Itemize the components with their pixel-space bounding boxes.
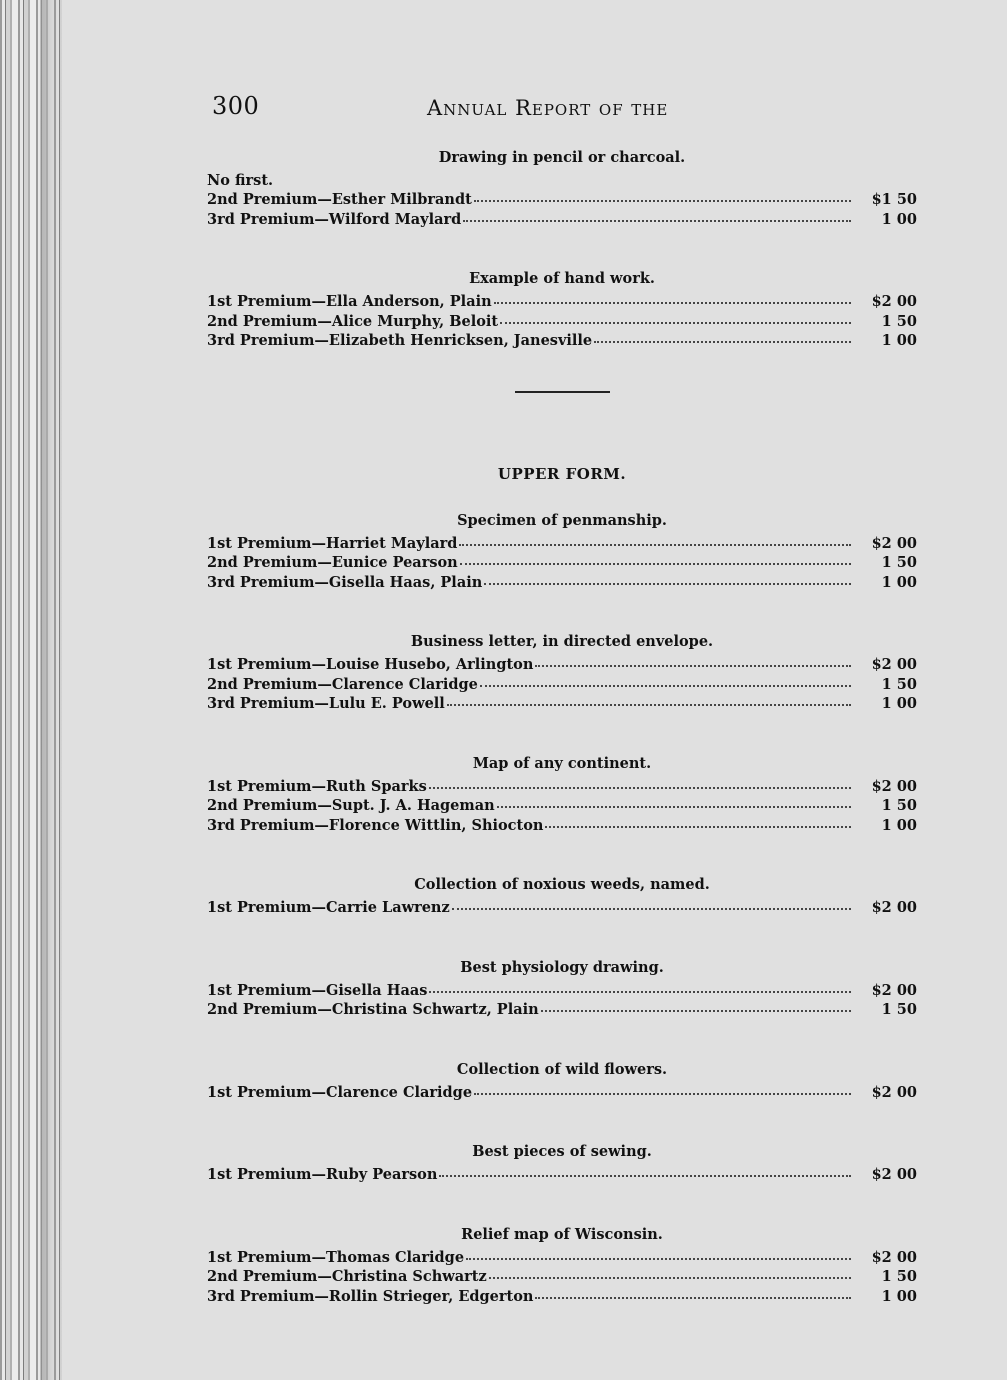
dot-leader <box>545 814 851 828</box>
premium-entry <box>207 1165 917 1185</box>
premium-amount: 1 00 <box>881 695 917 712</box>
premium-winner: 1st Premium—Ruby Pearson <box>207 1166 438 1183</box>
dot-leader <box>463 208 851 222</box>
premium-entry <box>207 331 917 351</box>
premium-section <box>207 1142 917 1185</box>
dot-leader <box>497 794 851 808</box>
premium-amount: $2 00 <box>871 1083 917 1101</box>
premium-winner: 2nd Premium—Christina Schwartz <box>207 1268 487 1285</box>
premium-winner: 3rd Premium—Elizabeth Henricksen, Janesville <box>207 332 593 349</box>
premium-section <box>207 875 917 918</box>
premium-amount: $2 00 <box>871 981 917 999</box>
premium-winner: 3rd Premium—Lulu E. Powell <box>207 695 445 712</box>
premium-amount: $2 00 <box>871 777 917 795</box>
dot-leader <box>460 551 851 565</box>
dot-leader <box>452 896 851 910</box>
section-title: Collection of noxious weeds, named. <box>414 876 710 893</box>
dot-leader <box>459 532 851 546</box>
premium-amount: $2 00 <box>871 534 917 552</box>
premium-winner: 3rd Premium—Gisella Haas, Plain <box>207 573 483 591</box>
premium-entry <box>207 694 917 714</box>
premium-amount: 1 00 <box>881 816 917 834</box>
premium-amount: 1 00 <box>881 1287 917 1305</box>
premium-winner: 1st Premium—Harriet Maylard <box>207 534 458 552</box>
book-binding-edge <box>0 0 62 1380</box>
section-title: Best physiology drawing. <box>460 958 664 976</box>
premium-entry <box>207 816 917 836</box>
running-head: Annual Report of the <box>427 96 669 120</box>
dot-leader <box>466 1246 851 1260</box>
dot-leader <box>429 979 851 993</box>
premium-section <box>207 1060 917 1103</box>
dot-leader <box>541 998 851 1012</box>
premium-winner: 1st Premium—Gisella Haas <box>207 981 428 999</box>
dot-leader <box>494 290 851 304</box>
dot-leader <box>594 329 851 343</box>
section-title: Collection of wild flowers. <box>456 1060 668 1078</box>
premium-section <box>207 754 917 836</box>
dot-leader <box>484 571 851 585</box>
premium-amount: 1 50 <box>881 797 917 814</box>
premium-amount: 1 00 <box>881 332 917 349</box>
premium-entry <box>207 1287 917 1307</box>
premium-winner: 1st Premium—Ella Anderson, Plain <box>207 293 492 310</box>
premium-entry <box>207 210 917 230</box>
lower-sections <box>207 148 917 351</box>
premium-winner: 2nd Premium—Christina Schwartz, Plain <box>207 1001 539 1018</box>
premium-section <box>207 958 917 1020</box>
premium-section <box>207 1225 917 1307</box>
dot-leader <box>474 188 851 202</box>
premium-amount: $1 50 <box>871 191 917 208</box>
premium-amount: 1 00 <box>881 210 917 228</box>
premium-winner: 2nd Premium—Esther Milbrandt <box>207 191 472 208</box>
premium-winner: 3rd Premium—Florence Wittlin, Shiocton <box>207 816 544 834</box>
premium-entry <box>207 573 917 593</box>
section-title: Drawing in pencil or charcoal. <box>438 149 686 166</box>
premium-amount: 1 50 <box>881 1001 917 1018</box>
premium-winner: 1st Premium—Carrie Lawrenz <box>207 899 450 916</box>
premium-amount: $2 00 <box>871 1166 917 1183</box>
page-number: 300 <box>212 92 260 120</box>
premium-entry <box>207 898 917 918</box>
document-page <box>62 0 1007 1380</box>
premium-amount: $2 00 <box>871 656 917 673</box>
dot-leader <box>535 1285 851 1299</box>
dot-leader <box>429 775 851 789</box>
premium-winner: 1st Premium—Thomas Claridge <box>207 1248 465 1266</box>
premium-winner: 1st Premium—Ruth Sparks <box>207 777 427 795</box>
section-title: Relief map of Wisconsin. <box>461 1225 663 1243</box>
premium-section <box>207 269 917 351</box>
section-title: Example of hand work. <box>469 270 655 287</box>
premium-section <box>207 511 917 593</box>
premium-amount: $2 00 <box>871 1248 917 1266</box>
dot-leader <box>480 673 851 687</box>
section-title: Business letter, in directed envelope. <box>410 633 714 650</box>
upper-form-sections <box>207 511 917 1307</box>
premium-amount: 1 50 <box>881 554 917 571</box>
section-divider-rule <box>515 391 610 393</box>
premium-winner: 3rd Premium—Wilford Maylard <box>207 210 462 228</box>
section-title: Best pieces of sewing. <box>472 1143 652 1160</box>
premium-section <box>207 148 917 229</box>
dot-leader <box>535 653 851 667</box>
premium-winner: 2nd Premium—Alice Murphy, Beloit <box>207 312 499 330</box>
premium-winner: 2nd Premium—Eunice Pearson <box>207 554 458 571</box>
premium-entry <box>207 1000 917 1020</box>
premium-amount: $2 00 <box>871 293 917 310</box>
premium-amount: 1 50 <box>881 312 917 330</box>
dot-leader <box>500 310 851 324</box>
section-title: Specimen of penmanship. <box>457 511 667 529</box>
premium-section <box>207 632 917 714</box>
dot-leader <box>447 692 851 706</box>
dot-leader <box>489 1265 851 1279</box>
premium-amount: 1 00 <box>881 573 917 591</box>
dot-leader <box>439 1163 851 1177</box>
premium-winner: 3rd Premium—Rollin Strieger, Edgerton <box>207 1287 534 1305</box>
premium-amount: 1 50 <box>881 1268 917 1285</box>
dot-leader <box>474 1081 851 1095</box>
premium-winner: 2nd Premium—Clarence Claridge <box>207 675 478 693</box>
upper-form-heading: UPPER FORM. <box>497 464 627 483</box>
section-note: No first. <box>207 172 274 189</box>
premium-amount: $2 00 <box>871 899 917 916</box>
page-content <box>207 148 917 1346</box>
premium-entry <box>207 1083 917 1103</box>
premium-winner: 2nd Premium—Supt. J. A. Hageman <box>207 797 495 814</box>
premium-winner: 1st Premium—Louise Husebo, Arlington <box>207 656 534 673</box>
premium-winner: 1st Premium—Clarence Claridge <box>207 1083 473 1101</box>
premium-amount: 1 50 <box>881 675 917 693</box>
section-title: Map of any continent. <box>472 754 652 772</box>
